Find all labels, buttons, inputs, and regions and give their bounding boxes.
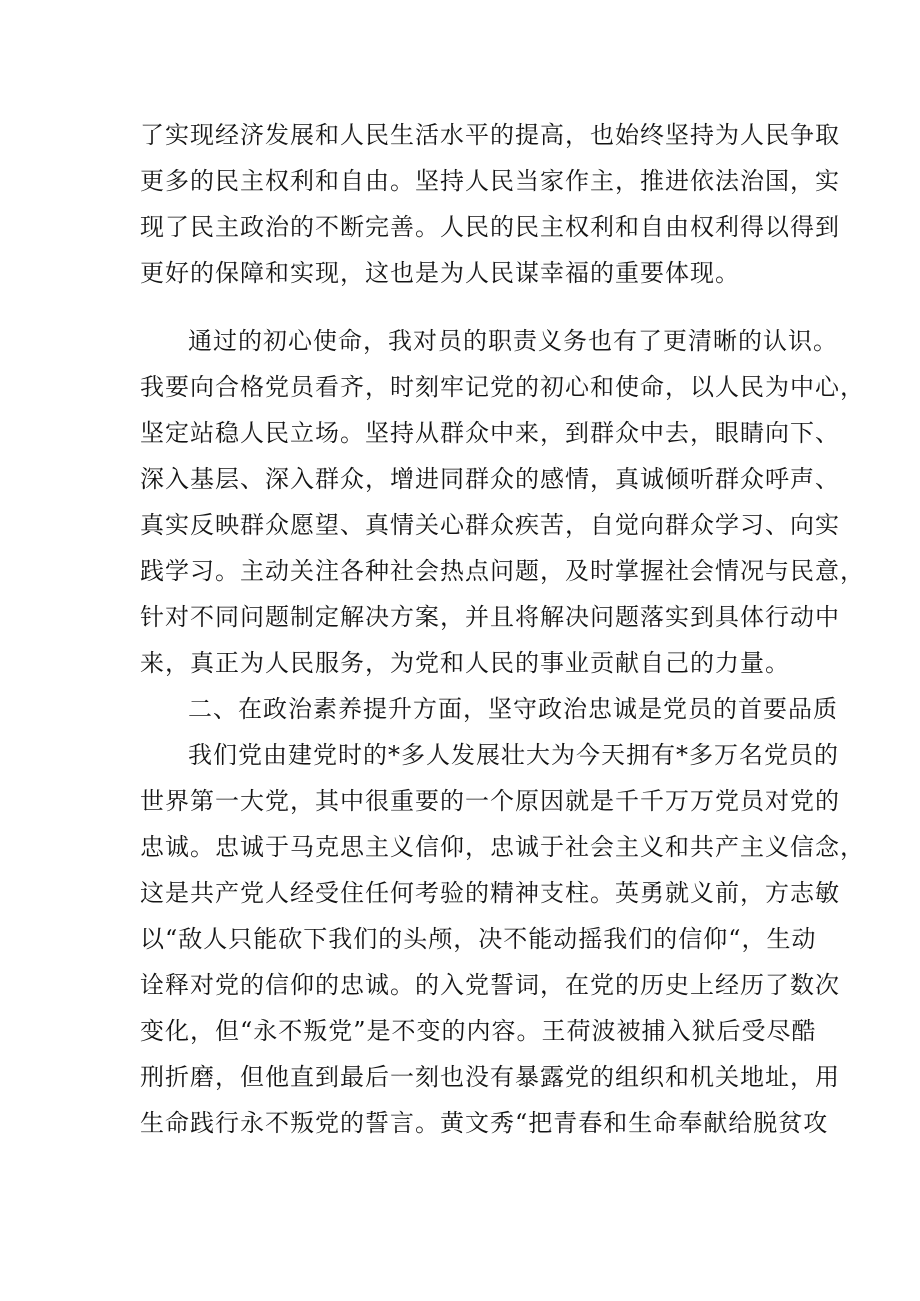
text-line: 诠释对党的信仰的忠诚。的入党誓词，在党的历史上经历了数次 [140, 971, 840, 999]
text-line: 践学习。主动关注各种社会热点问题，及时掌握社会情况与民意， [140, 557, 865, 585]
text-line: 了实现经济发展和人民生活水平的提高，也始终坚持为人民争取 [140, 121, 840, 149]
text-line: 我要向合格党员看齐，时刻牢记党的初心和使命，以人民为中心， [140, 373, 865, 401]
text-line: 真实反映群众愿望、真情关心群众疾苦，自觉向群众学习、向实 [140, 511, 840, 539]
text-line: 变化，但“永不叛党”是不变的内容。王荷波被捕入狱后受尽酷 [140, 1017, 817, 1045]
text-line: 更好的保障和实现，这也是为人民谋幸福的重要体现。 [140, 259, 740, 287]
text-line: 生命践行永不叛党的誓言。黄文秀“把青春和生命奉献给脱贫攻 [140, 1109, 829, 1137]
text-line: 刑折磨，但他直到最后一刻也没有暴露党的组织和机关地址，用 [140, 1063, 840, 1091]
text-line: 坚定站稳人民立场。坚持从群众中来，到群众中去，眼睛向下、 [140, 419, 840, 447]
paragraph-start-line: 通过的初心使命，我对员的职责义务也有了更清晰的认识。 [188, 327, 838, 355]
text-line: 针对不同问题制定解决方案，并且将解决问题落实到具体行动中 [140, 603, 840, 631]
text-line: 来，真正为人民服务，为党和人民的事业贡献自己的力量。 [140, 649, 790, 677]
text-line: 更多的民主权利和自由。坚持人民当家作主，推进依法治国，实 [140, 167, 840, 195]
text-line: 这是共产党人经受住任何考验的精神支柱。英勇就义前，方志敏 [140, 879, 840, 907]
text-line: 深入基层、深入群众，增进同群众的感情，真诚倾听群众呼声、 [140, 465, 840, 493]
text-line: 现了民主政治的不断完善。人民的民主权利和自由权利得以得到 [140, 213, 840, 241]
text-line: 世界第一大党，其中很重要的一个原因就是千千万万党员对党的 [140, 787, 840, 815]
paragraph-start-line: 我们党由建党时的*多人发展壮大为今天拥有*多万名党员的 [188, 741, 839, 769]
text-line: 以“敌人只能砍下我们的头颅，决不能动摇我们的信仰“，生动 [140, 925, 817, 953]
section-heading: 二、在政治素养提升方面，坚守政治忠诚是党员的首要品质 [188, 695, 838, 723]
text-line: 忠诚。忠诚于马克思主义信仰，忠诚于社会主义和共产主义信念， [140, 833, 865, 861]
